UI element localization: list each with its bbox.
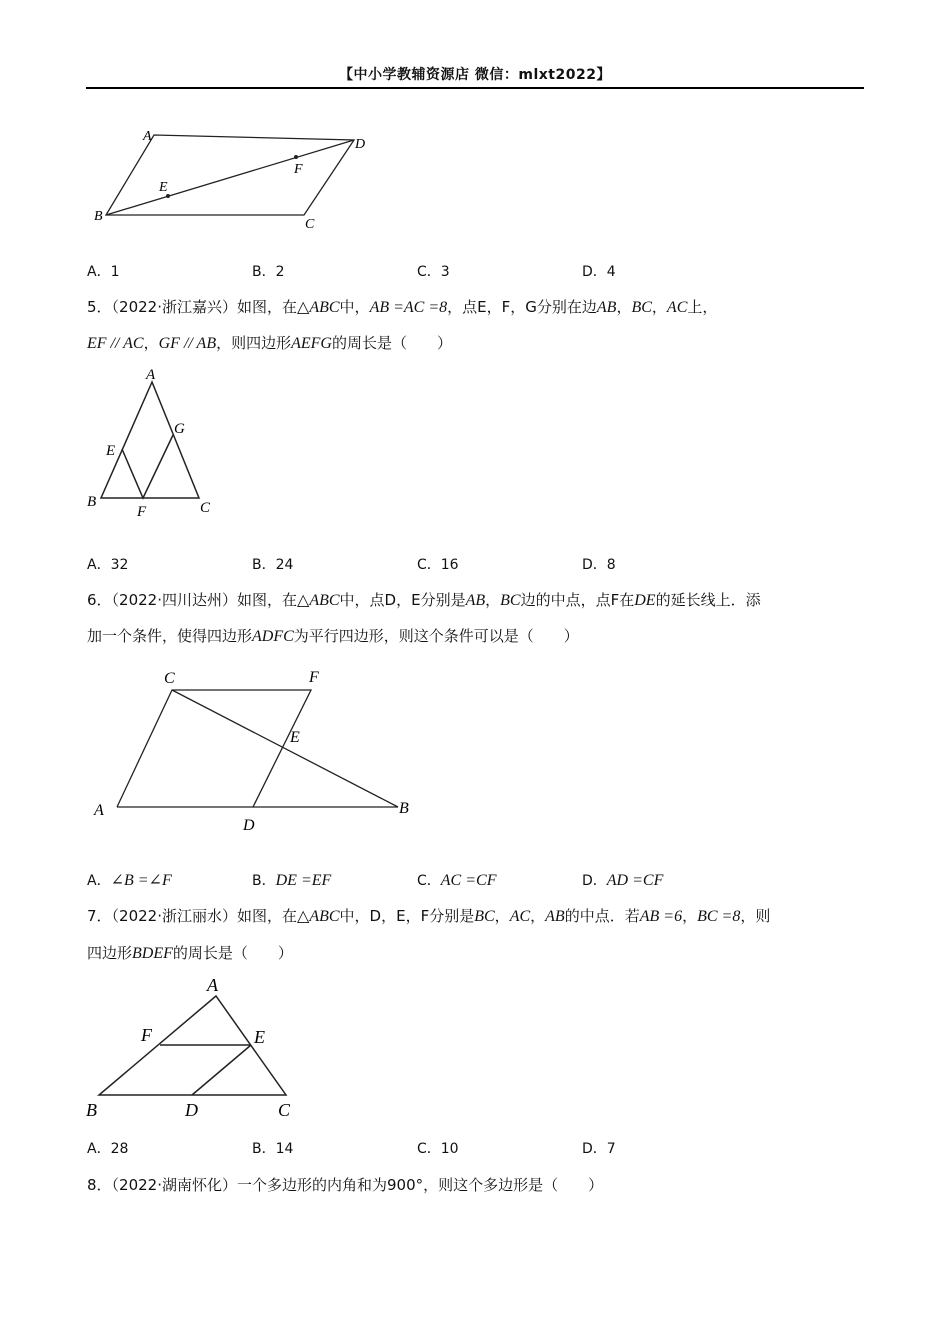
q6-option-expr: AD =CF — [606, 872, 664, 889]
q7-text: 如图，在 — [237, 907, 298, 925]
q7-triangle: △ABC — [297, 908, 340, 925]
q7-option-c[interactable]: C．10 — [417, 1141, 459, 1157]
q6-option-b[interactable] — [252, 872, 331, 890]
fig7-label-f: F — [141, 1025, 152, 1045]
q4-option-b[interactable]: B．2 — [252, 264, 285, 280]
q6-segment-bc: BC — [500, 592, 521, 609]
header-rule — [86, 87, 864, 89]
fig4-label-f: F — [294, 162, 303, 177]
q6-option-letter: A． — [87, 873, 111, 889]
q6-triangle: △ABC — [297, 592, 340, 609]
fig7-label-a: A — [207, 975, 218, 995]
q5-text: ， — [616, 298, 632, 316]
fig7-label-b: B — [86, 1100, 97, 1120]
q6-text: 边的中点，点F在 — [520, 591, 635, 609]
fig4-label-a: A — [143, 129, 152, 144]
q5-segment-ac: AC — [666, 299, 688, 316]
q5-segment-bc: BC — [631, 299, 652, 316]
fig7-label-c: C — [278, 1100, 291, 1120]
q6-number: 6． — [87, 591, 112, 609]
fig5-label-b: B — [87, 494, 97, 510]
fig6-label-e: E — [290, 729, 300, 746]
q8-line1 — [87, 1175, 603, 1195]
q4-option-d[interactable]: D．4 — [582, 264, 616, 280]
figure-triangle-q7 — [84, 972, 314, 1122]
q4-option-a[interactable]: A．1 — [87, 264, 120, 280]
q7-text: 四边形 — [87, 944, 133, 962]
q6-option-letter: B． — [252, 873, 276, 889]
q5-condition: AB =AC =8 — [369, 299, 448, 316]
q5-option-a[interactable]: A．32 — [87, 557, 129, 573]
q5-line1 — [87, 297, 717, 318]
q6-text: 为平行四边形，则这个条件可以是（ ） — [293, 627, 579, 645]
q6-option-a[interactable] — [87, 872, 172, 890]
fig5-label-g: G — [174, 421, 185, 437]
q7-condition-ab: AB =6 — [639, 908, 683, 925]
q6-option-expr: DE =EF — [275, 872, 332, 889]
q6-source: （2022·四川达州） — [111, 591, 237, 609]
q6-text: 加一个条件，使得四边形 — [87, 627, 253, 645]
q7-condition-bc: BC =8 — [697, 908, 741, 925]
q6-option-d[interactable] — [582, 872, 663, 890]
q8-source: （2022·湖南怀化） — [111, 1176, 237, 1194]
fig4-label-c: C — [305, 217, 315, 232]
q7-segment-ac: AC — [509, 908, 531, 925]
q6-quadrilateral: ADFC — [252, 628, 294, 645]
q5-source: （2022·浙江嘉兴） — [111, 298, 237, 316]
q5-triangle: △ABC — [297, 299, 340, 316]
q5-text: ， — [143, 334, 159, 352]
q6-text: 如图，在 — [237, 591, 298, 609]
fig5-label-f: F — [137, 504, 147, 520]
q6-option-c[interactable] — [417, 872, 496, 890]
q7-text: ， — [530, 907, 546, 925]
q5-text: 如图，在 — [237, 298, 298, 316]
fig6-label-a: A — [94, 802, 104, 819]
q6-option-letter: D． — [582, 873, 607, 889]
q7-segment-bc: BC — [474, 908, 495, 925]
fig5-label-c: C — [200, 500, 211, 516]
q8-number: 8． — [87, 1176, 112, 1194]
q5-quadrilateral: AEFG — [291, 335, 332, 352]
fig7-label-d: D — [185, 1100, 198, 1120]
figure-parallelogram-abcd — [86, 120, 386, 240]
fig4-label-e: E — [159, 180, 168, 195]
q5-text: 的周长是（ ） — [331, 334, 452, 352]
fig6-label-b: B — [399, 800, 409, 817]
fig7-label-e: E — [254, 1027, 265, 1047]
figure-triangle-q5 — [84, 365, 224, 520]
q6-segment-ab: AB — [465, 592, 486, 609]
q6-text: 的延长线上．添 — [655, 591, 761, 609]
q5-text: ，则四边形 — [216, 334, 292, 352]
q6-option-expr: ∠B =∠F — [110, 872, 172, 889]
q5-option-d[interactable]: D．8 — [582, 557, 616, 573]
fig4-label-b: B — [94, 209, 103, 224]
q7-option-b[interactable]: B．14 — [252, 1141, 294, 1157]
q5-parallel-2: GF // AB — [158, 335, 217, 352]
q8-text: 一个多边形的内角和为900°，则这个多边形是（ ） — [237, 1176, 604, 1194]
q7-line1 — [87, 906, 770, 927]
q5-parallel-1: EF // AC — [87, 335, 144, 352]
q7-line2 — [87, 943, 293, 964]
q6-text: 中，点D，E分别是 — [339, 591, 466, 609]
q5-segment-ab: AB — [596, 299, 617, 316]
fig6-label-d: D — [243, 817, 255, 834]
q6-text: ， — [485, 591, 501, 609]
fig4-label-d: D — [355, 137, 366, 152]
q7-text: ， — [682, 907, 698, 925]
q7-segment-ab: AB — [545, 908, 565, 925]
q5-option-c[interactable]: C．16 — [417, 557, 459, 573]
q4-option-c[interactable]: C．3 — [417, 264, 450, 280]
q7-number: 7． — [87, 907, 112, 925]
page-header: 【中小学教辅资源店 微信：mlxt2022】 — [339, 67, 611, 83]
q5-number: 5． — [87, 298, 112, 316]
q5-text: ， — [651, 298, 667, 316]
fig6-label-c: C — [164, 670, 175, 687]
q7-option-d[interactable]: D．7 — [582, 1141, 616, 1157]
fig5-label-a: A — [146, 367, 156, 383]
figure-triangle-q6 — [86, 660, 426, 840]
q7-text: ， — [494, 907, 510, 925]
q6-option-letter: C． — [417, 873, 441, 889]
q5-option-b[interactable]: B．24 — [252, 557, 294, 573]
q6-line1 — [87, 590, 761, 611]
q7-text: 中，D，E，F分别是 — [339, 907, 475, 925]
q6-option-expr: AC =CF — [440, 872, 497, 889]
q5-text: ，点E，F，G分别在边 — [447, 298, 597, 316]
q5-text: 中， — [339, 298, 370, 316]
q7-text: 的中点．若 — [564, 907, 640, 925]
q7-text: ，则 — [740, 907, 771, 925]
fig6-label-f: F — [309, 669, 319, 686]
q7-source: （2022·浙江丽水） — [111, 907, 237, 925]
q7-option-a[interactable]: A．28 — [87, 1141, 129, 1157]
q7-quadrilateral: BDEF — [132, 945, 173, 962]
q6-segment-de: DE — [634, 592, 656, 609]
q5-text: 上， — [687, 298, 718, 316]
q6-line2 — [87, 626, 579, 647]
fig5-label-e: E — [106, 443, 116, 459]
q5-line2 — [87, 333, 452, 354]
q7-text: 的周长是（ ） — [172, 944, 293, 962]
